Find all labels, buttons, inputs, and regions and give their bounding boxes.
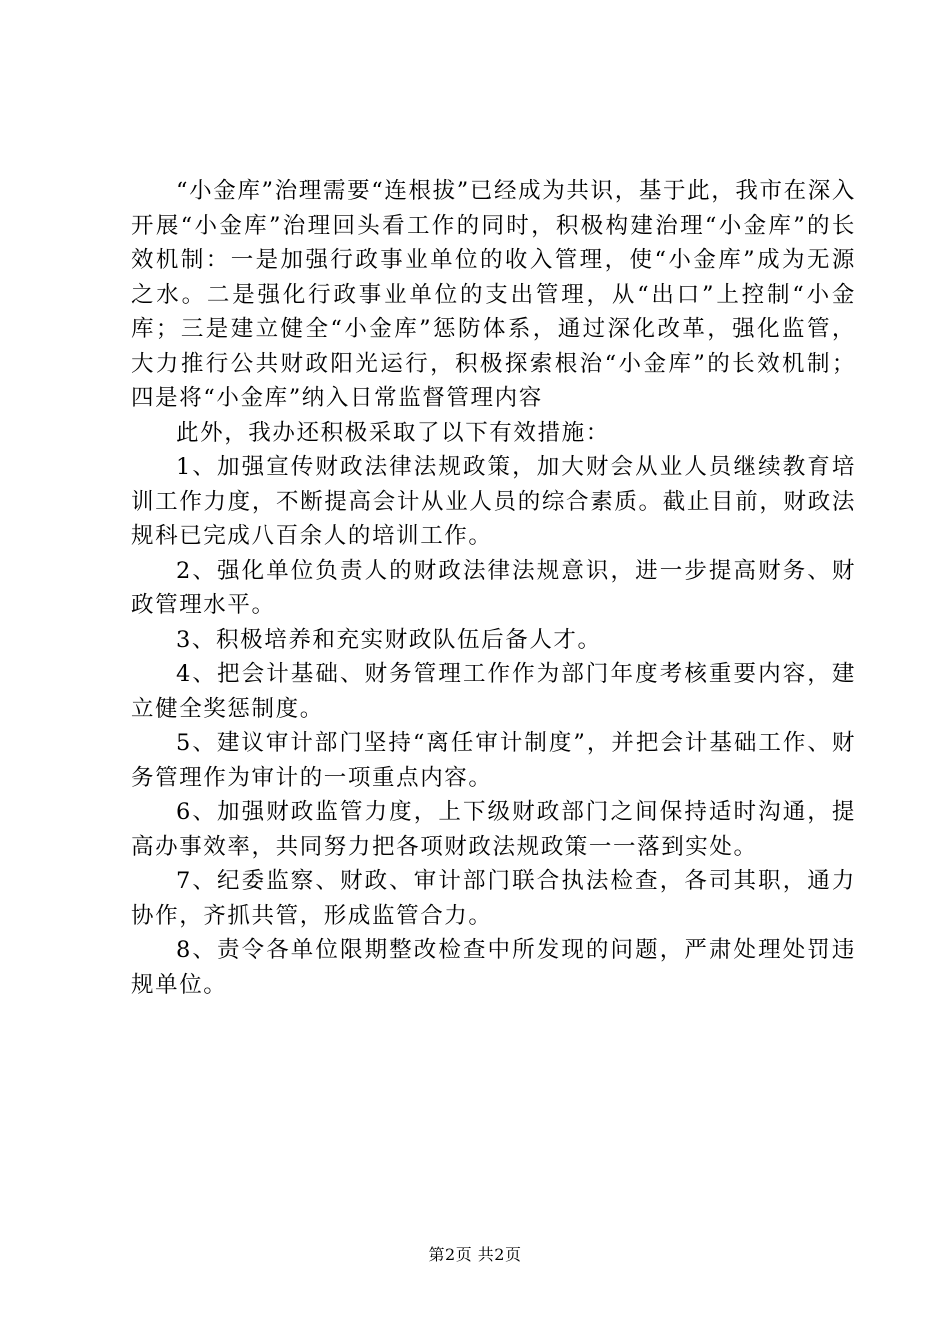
paragraph-measure-3: 3、积极培养和充实财政队伍后备人才。 — [176, 626, 602, 653]
paragraph-governance-mechanism: “小金库”治理需要“连根拔”已经成为共识，基于此，我市在深入开展“小金库”治理回头看工作的同时，积极构建治理“小金库”的长效机制：一是加强行政事业单位的收入管理，使“小金库”成为无源之水。二是强化行政事业单位的支出管理，从“出口”上控制“小金库；三是建立健全“小金库”惩防体系，通过深化改革，强化监管，大力推行公共财政阳光运行，积极探索根治“小金库”的长效机制；四是将“小金库”纳入日常监督管理内容 — [131, 178, 856, 411]
paragraph-measure-8: 8、责令各单位限期整改检查中所发现的问题，严肃处理处罚违规单位。 — [131, 937, 856, 998]
paragraph-measure-2: 2、强化单位负责人的财政法律法规意识，进一步提高财务、财政管理水平。 — [131, 557, 856, 618]
paragraph-measures-intro: 此外，我办还积极采取了以下有效措施： — [176, 419, 610, 446]
body-text — [131, 174, 856, 1002]
page-number-footer: 第2页 共2页 — [428, 1245, 522, 1264]
paragraph-measure-6: 6、加强财政监管力度，上下级财政部门之间保持适时沟通，提高办事效率，共同努力把各项财政法规政策一一落到实处。 — [131, 799, 856, 860]
paragraph-measure-7: 7、纪委监察、财政、审计部门联合执法检查，各司其职，通力协作，齐抓共管，形成监管合力。 — [131, 868, 856, 929]
paragraph-measure-4: 4、把会计基础、财务管理工作作为部门年度考核重要内容，建立健全奖惩制度。 — [131, 661, 856, 722]
paragraph-measure-5: 5、建议审计部门坚持“离任审计制度”，并把会计基础工作、财务管理作为审计的一项重点内容。 — [131, 730, 856, 791]
paragraph-measure-1: 1、加强宣传财政法律法规政策，加大财会从业人员继续教育培训工作力度，不断提高会计从业人员的综合素质。截止目前，财政法规科已完成八百余人的培训工作。 — [131, 454, 856, 549]
